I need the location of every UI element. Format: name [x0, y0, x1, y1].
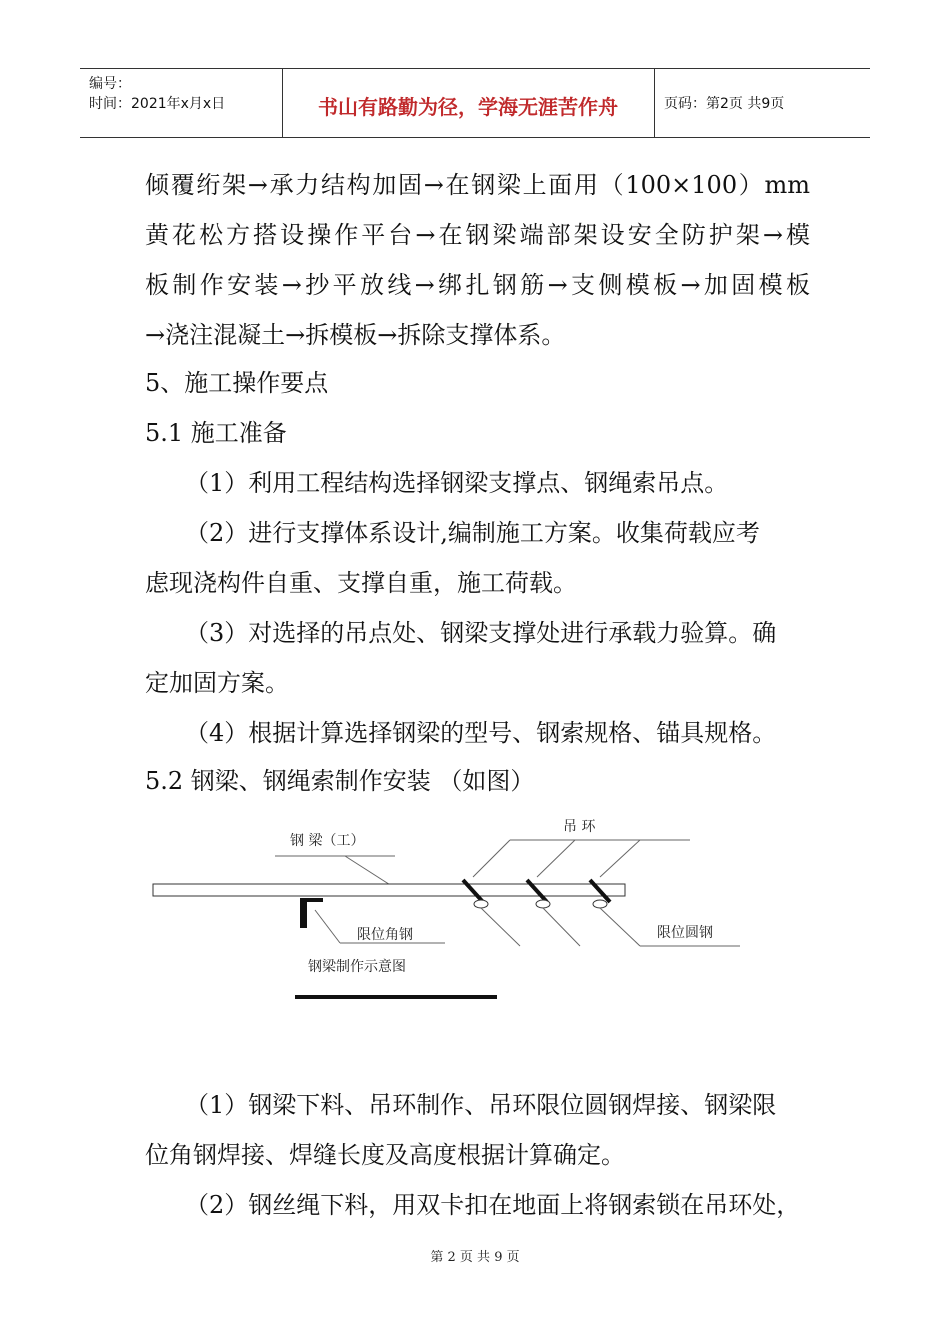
body-line: （2）进行支撑体系设计,编制施工方案。收集荷载应考	[185, 519, 760, 547]
body-line: （1）钢梁下料、吊环制作、吊环限位圆钢焊接、钢梁限	[185, 1091, 777, 1119]
beam-label: 钢 梁（工）	[290, 833, 365, 849]
diagram-caption: 钢梁制作示意图	[308, 959, 406, 975]
limit-round-steel	[474, 900, 488, 908]
body-line: 定加固方案。	[145, 669, 289, 697]
body-line: 倾覆绗架→承力结构加固→在钢梁上面用（100×100）mm	[145, 171, 810, 199]
steel-beam-diagram	[145, 810, 765, 1010]
diagram-rule	[295, 995, 497, 999]
section-heading: 5、施工操作要点	[145, 369, 329, 397]
angle-steel-label: 限位角钢	[357, 927, 413, 943]
limit-angle-steel	[300, 898, 323, 928]
subsection-heading: 5.1 施工准备	[145, 419, 287, 447]
limit-round-steel	[593, 900, 607, 908]
page-footer: 第 2 页 共 9 页	[430, 1250, 520, 1265]
body-line: 黄花松方搭设操作平台→在钢梁端部架设安全防护架→模	[145, 221, 810, 249]
header-page-cell	[654, 69, 870, 137]
round-steel-leader-line	[600, 908, 640, 946]
header-info-cell	[80, 69, 283, 137]
ring-leader-line	[473, 840, 510, 877]
page-header	[80, 68, 870, 138]
body-line: →浇注混凝土→拆模板→拆除支撑体系。	[145, 321, 566, 349]
ring-leader-line	[537, 840, 575, 877]
body-line: 板制作安装→抄平放线→绑扎钢筋→支侧模板→加固模板	[145, 271, 810, 299]
header-motto-cell	[282, 69, 655, 137]
ring-label: 吊 环	[563, 819, 596, 835]
header-page-info: 页码：第2页 共9页	[664, 96, 785, 112]
body-line: （4）根据计算选择钢梁的型号、钢索规格、锚具规格。	[185, 719, 777, 747]
round-steel-label: 限位圆钢	[657, 925, 713, 941]
round-steel-leader-line	[543, 908, 580, 946]
limit-round-steel	[536, 900, 550, 908]
header-motto: 书山有路勤为径，学海无涯苦作舟	[318, 95, 618, 119]
body-line: （1）利用工程结构选择钢梁支撑点、钢绳索吊点。	[185, 469, 729, 497]
round-steel-leader-line	[481, 908, 520, 946]
body-line: （3）对选择的吊点处、钢梁支撑处进行承载力验算。确	[185, 619, 777, 647]
body-line: 虑现浇构件自重、支撑自重，施工荷载。	[145, 569, 577, 597]
angle-leader-line	[315, 910, 340, 943]
beam-leader-line	[345, 856, 395, 888]
document-number-label: 编号：	[89, 76, 131, 92]
steel-beam	[153, 884, 625, 896]
subsection-heading: 5.2 钢梁、钢绳索制作安装 （如图）	[145, 767, 535, 795]
diagram-drawing	[145, 810, 765, 1010]
ring-leader-line	[600, 840, 640, 877]
document-time-label: 时间：2021年x月x日	[89, 96, 226, 112]
body-line: （2）钢丝绳下料，用双卡扣在地面上将钢索锁在吊环处，	[185, 1191, 801, 1219]
body-line: 位角钢焊接、焊缝长度及高度根据计算确定。	[145, 1141, 625, 1169]
